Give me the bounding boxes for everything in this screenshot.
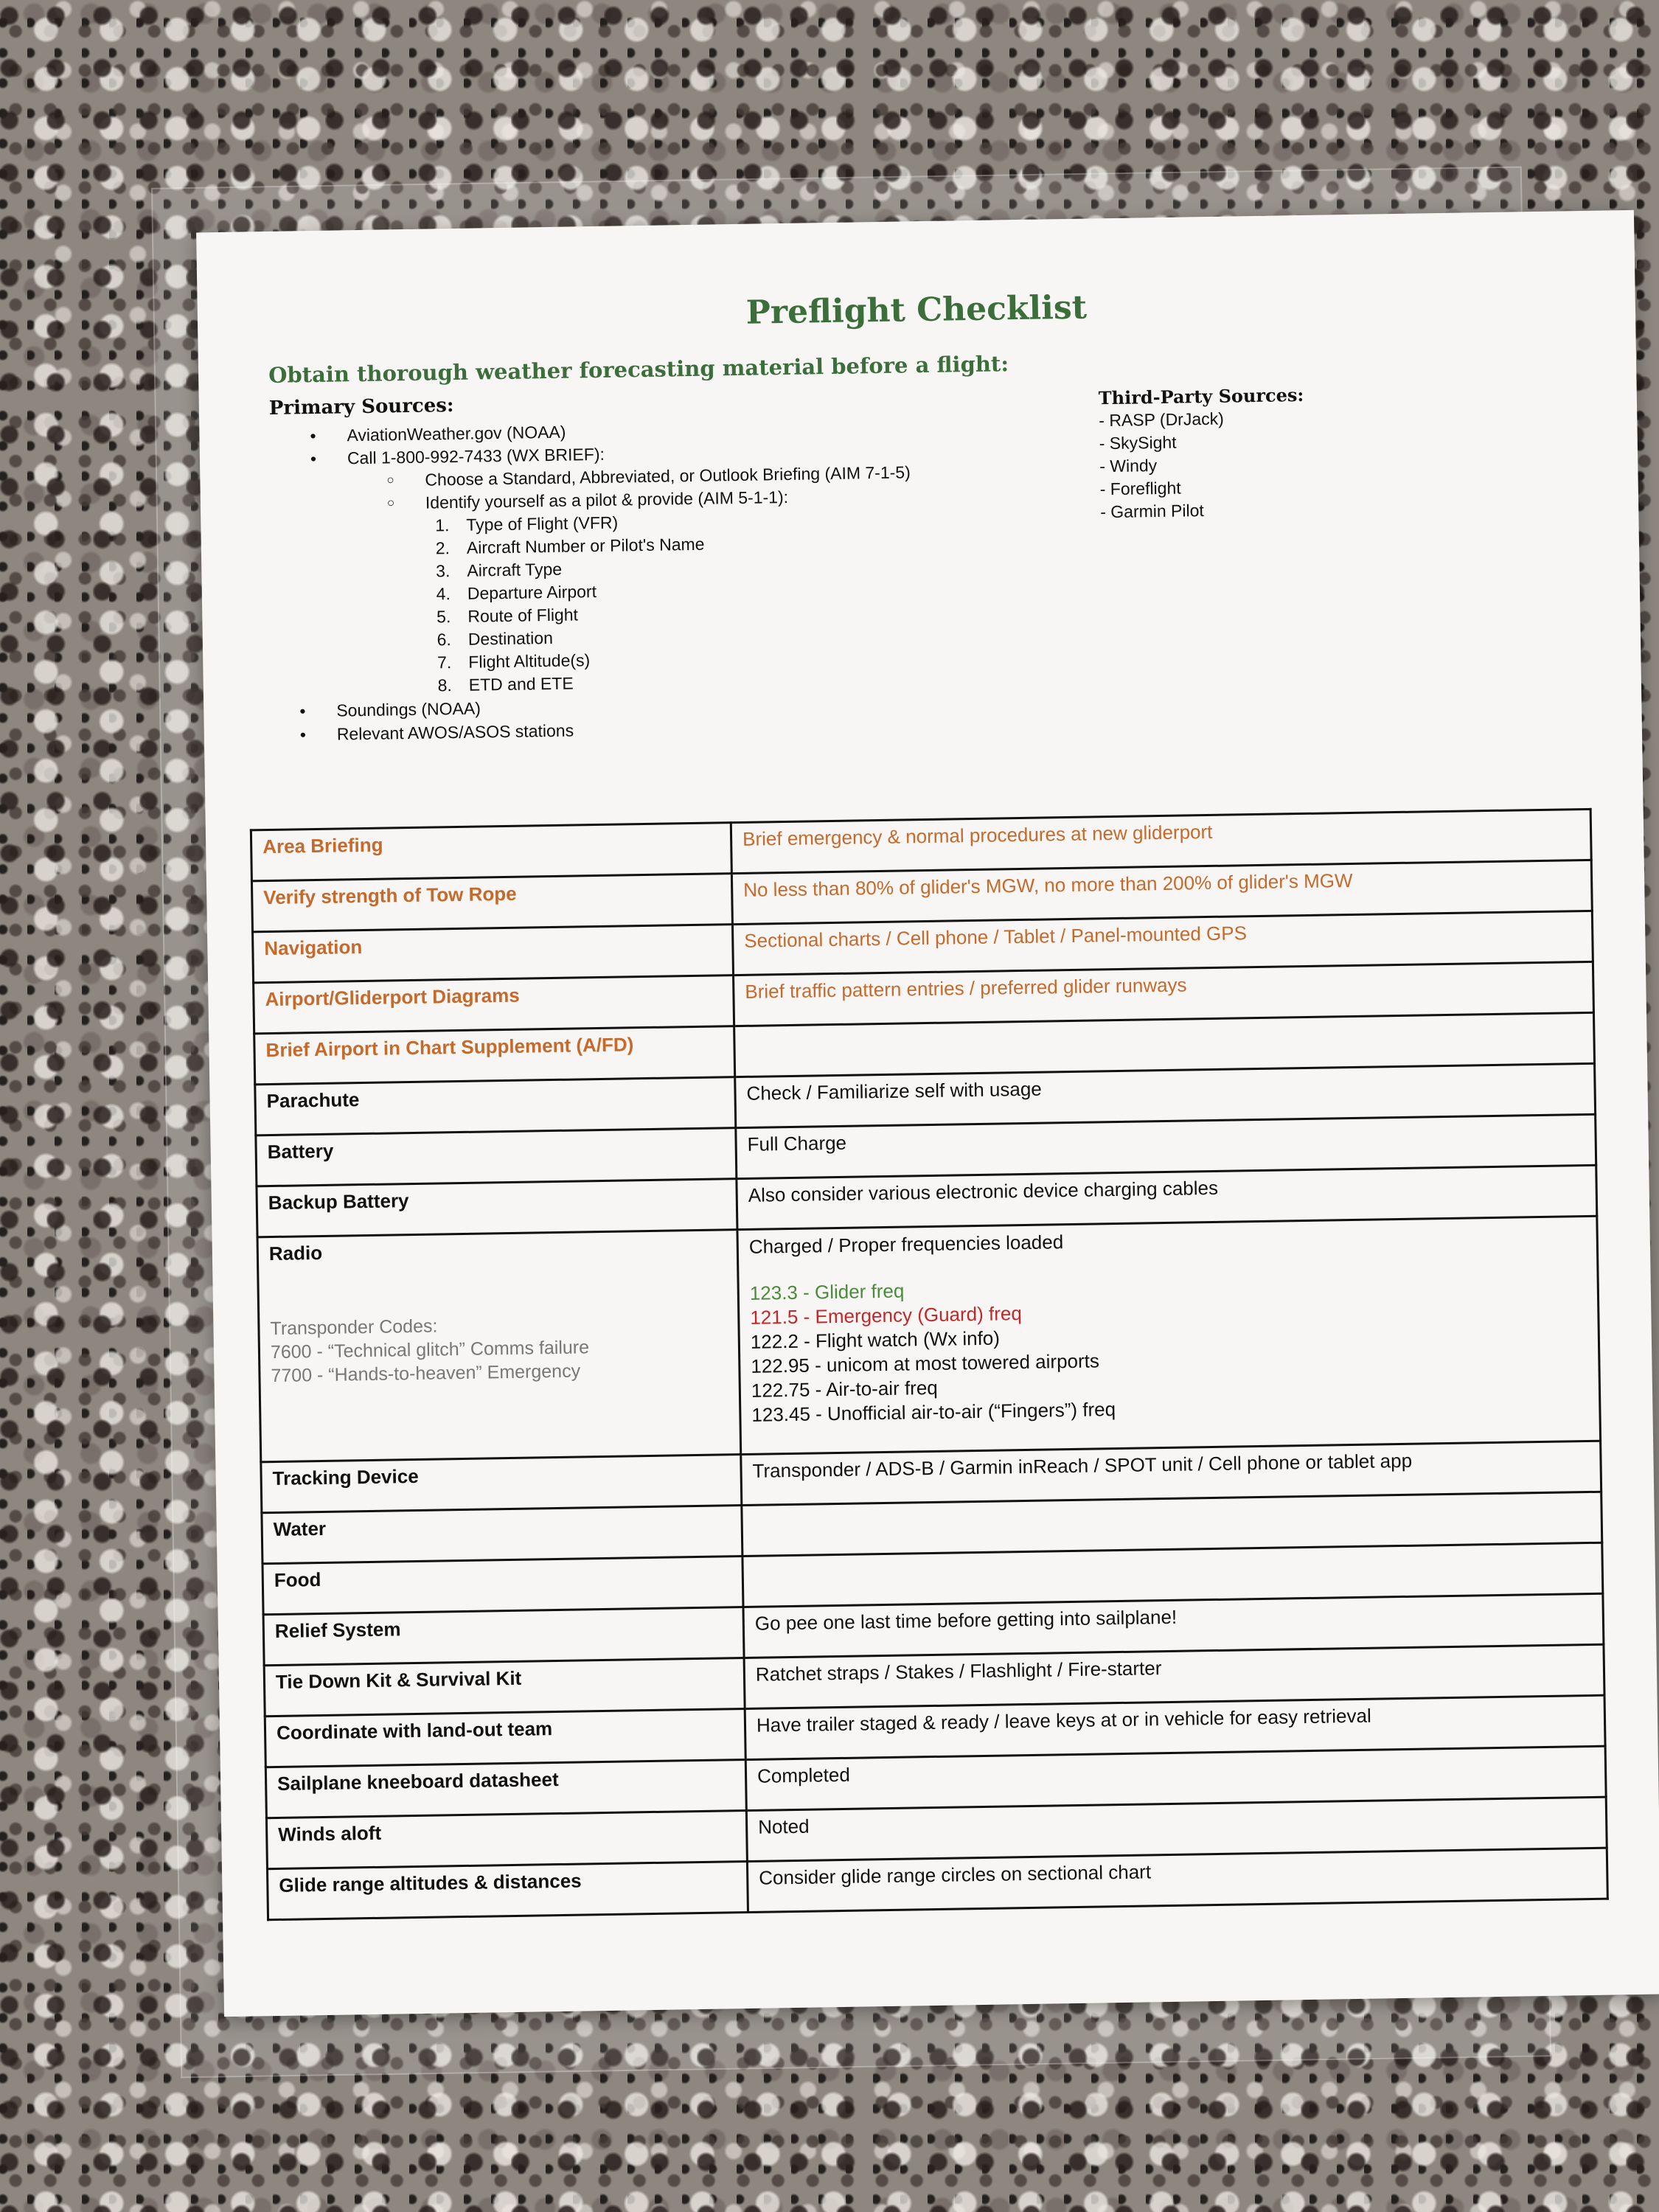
primary-sources-heading: Primary Sources: [268, 394, 454, 420]
source-bullet: • AviationWeather.gov (NOAA) [347, 422, 566, 446]
checklist-item: Backup Battery [257, 1179, 737, 1237]
checklist-item: Food [262, 1557, 743, 1615]
checklist-detail: Brief emergency & normal procedures at new gliderport [731, 809, 1591, 873]
checklist-item: Relief System [263, 1607, 744, 1666]
radio-item-cell [257, 1230, 741, 1462]
radio-row [257, 1216, 1601, 1462]
checklist-detail: Go pee one last time before getting into sailplane! [743, 1593, 1604, 1658]
preflight-checklist-table [250, 808, 1609, 1921]
third-party-heading: Third-Party Sources: [1098, 383, 1304, 409]
checklist-item: Coordinate with land-out team [265, 1709, 745, 1767]
source-bullet: • Call 1-800-992-7433 (WX BRIEF): [347, 445, 605, 468]
checklist-detail: Brief traffic pattern entries / preferred glider runways [734, 961, 1594, 1026]
checklist-item: Tie Down Kit & Survival Kit [264, 1658, 745, 1717]
checklist-detail: Completed [745, 1746, 1606, 1810]
checklist-detail: Noted [746, 1797, 1607, 1861]
weather-subtitle: Obtain thorough weather forecasting material before a flight: [268, 351, 1009, 388]
transponder-codes [270, 1310, 728, 1388]
checklist-item: Battery [256, 1128, 737, 1186]
third-party-item: - Windy [1099, 456, 1158, 476]
checklist-item: Sailplane kneeboard datasheet [265, 1760, 746, 1818]
emergency-frequency: 121.5 - Emergency (Guard) freq [750, 1302, 1023, 1329]
third-party-item: - SkySight [1099, 432, 1177, 453]
checklist-page [196, 210, 1659, 2017]
numbered-item: 1. Type of Flight (VFR) [434, 512, 619, 535]
checklist-item: Glide range altitudes & distances [267, 1861, 748, 1919]
checklist-item: Parachute [255, 1077, 736, 1135]
numbered-item: 8. ETD and ETE [437, 673, 574, 695]
third-party-item: - Foreflight [1099, 478, 1181, 499]
numbered-item: 6. Destination [437, 627, 554, 650]
checklist-detail: Transponder / ADS-B / Garmin inReach / SPOT unit / Cell phone or tablet app [741, 1441, 1601, 1505]
transponder-code: 7600 - “Technical glitch” Comms failure [270, 1337, 590, 1363]
checklist-detail: Also consider various electronic device charging cables [737, 1165, 1597, 1229]
briefing-sub-item: ○ Choose a Standard, Abbreviated, or Outlook Briefing (AIM 7-1-5) [425, 462, 911, 490]
transponder-heading: Transponder Codes: [270, 1315, 438, 1340]
checklist-item: Airport/Gliderport Diagrams [254, 975, 734, 1034]
page-title: Preflight Checklist [745, 288, 1088, 332]
checklist-item: Brief Airport in Chart Supplement (A/FD) [254, 1026, 735, 1085]
source-bullet: • Relevant AWOS/ASOS stations [337, 721, 574, 745]
checklist-detail: Ratchet straps / Stakes / Flashlight / Fire-starter [744, 1644, 1604, 1708]
checklist-detail: Charged / Proper frequencies loaded [748, 1231, 1064, 1258]
transponder-code: 7700 - “Hands-to-heaven” Emergency [271, 1360, 581, 1387]
third-party-item: - RASP (DrJack) [1099, 408, 1224, 431]
checklist-detail: Consider glide range circles on sectional chart [747, 1848, 1607, 1912]
source-bullet: • Soundings (NOAA) [336, 698, 481, 720]
checklist-item: Navigation [253, 925, 734, 983]
radio-frequency: 122.95 - unicom at most towered airports [751, 1349, 1100, 1377]
checklist-item: Area Briefing [251, 823, 731, 881]
numbered-item: 2. Aircraft Number or Pilot's Name [435, 534, 705, 558]
checklist-item: Water [262, 1506, 742, 1564]
glider-frequency: 123.3 - Glider freq [749, 1279, 905, 1304]
numbered-item: 7. Flight Altitude(s) [437, 650, 591, 672]
radio-detail-cell [737, 1216, 1601, 1454]
numbered-item: 3. Aircraft Type [435, 559, 563, 581]
radio-frequency: 122.75 - Air-to-air freq [751, 1376, 938, 1402]
third-party-sources [1099, 378, 1617, 524]
checklist-item: Radio [268, 1241, 323, 1265]
numbered-item: 5. Route of Flight [436, 605, 579, 627]
briefing-sub-item: ○ Identify yourself as a pilot & provide (AIM 5-1-1): [425, 487, 789, 513]
checklist-detail: Full Charge [736, 1114, 1596, 1178]
numbered-item: 4. Departure Airport [436, 581, 597, 604]
checklist-item: Tracking Device [261, 1455, 742, 1513]
radio-frequency: 122.2 - Flight watch (Wx info) [750, 1326, 1001, 1353]
checklist-detail: No less than 80% of glider's MGW, no more than 200% of glider's MGW [731, 860, 1592, 924]
checklist-detail: Have trailer staged & ready / leave keys at or in vehicle for easy retrieval [745, 1695, 1605, 1759]
third-party-item: - Garmin Pilot [1100, 501, 1204, 522]
checklist-detail: Sectional charts / Cell phone / Tablet / Panel-mounted GPS [732, 911, 1593, 975]
checklist-detail: Check / Familiarize self with usage [735, 1063, 1596, 1127]
radio-frequency: 123.45 - Unofficial air-to-air (“Fingers”) freq [751, 1398, 1116, 1426]
checklist-item: Verify strength of Tow Rope [251, 874, 732, 932]
checklist-item: Winds aloft [266, 1811, 747, 1869]
